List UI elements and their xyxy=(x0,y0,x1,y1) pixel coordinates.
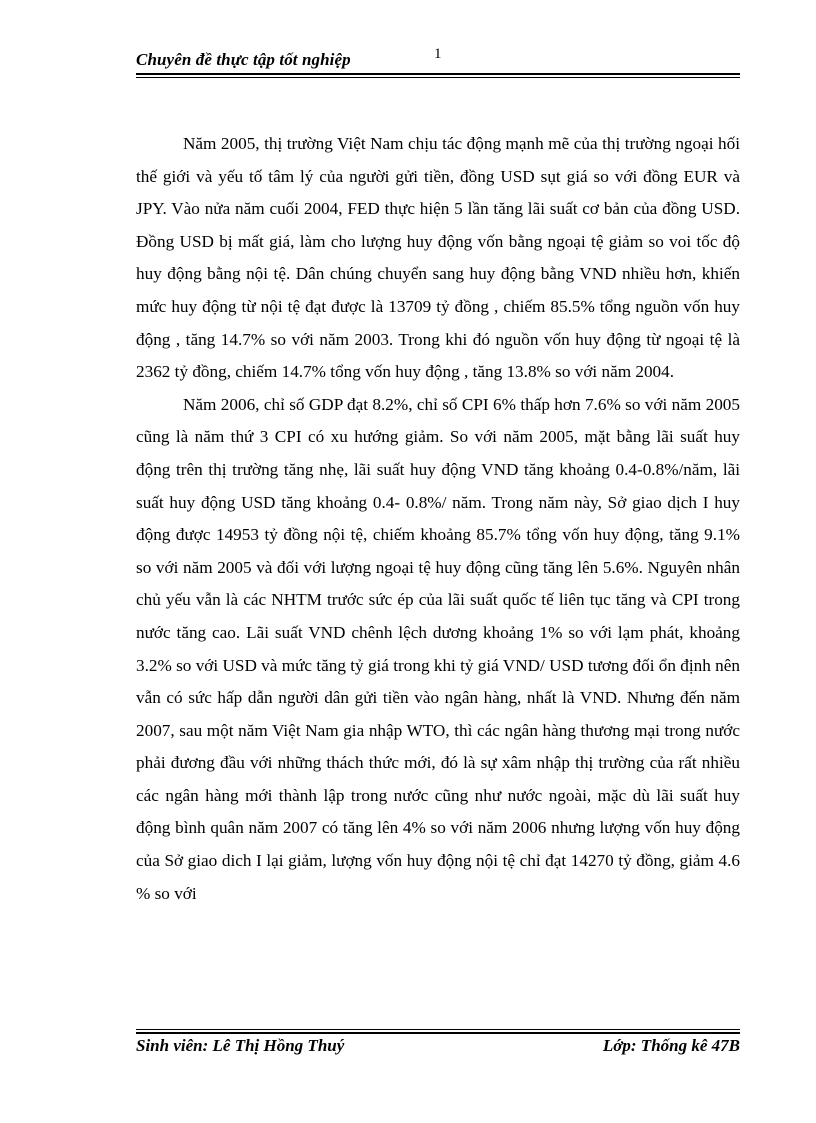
paragraph-2: Năm 2006, chỉ số GDP đạt 8.2%, chỉ số CPI 6% thấp hơn 7.6% so với năm 2005 cũng là năm thứ 3 CPI có xu hướng giảm. So với năm 2005, mặt bằng lãi suất huy động trên thị trường tăng nhẹ, lãi suất huy động VND tăng khoảng 0.4-0.8%/năm, lãi suất huy động USD tăng khoảng 0.4- 0.8%/ năm. Trong năm này, Sở giao dịch I huy động được 14953 tỷ đồng nội tệ, chiếm khoảng 85.7% tổng vốn huy động, tăng 9.1% so với năm 2005 và đối với lượng ngoại tệ huy động cũng tăng lên 5.6%. Nguyên nhân chủ yếu vẫn là các NHTM trước sức ép của lãi suất quốc tế liên tục tăng và CPI trong nước tăng cao. Lãi suất VND chênh lệch dương khoảng 1% so với lạm phát, khoảng 3.2% so với USD và mức tăng tỷ giá trong khi tỷ giá VND/ USD tương đối ổn định nên vẫn có sức hấp dẫn người dân gửi tiền vào ngân hàng, nhất là VND. Nhưng đến năm 2007, sau một năm Việt Nam gia nhập WTO, thì các ngân hàng thương mại trong nước phải đương đầu với những thách thức mới, đó là sự xâm nhập thị trường của rất nhiều các ngân hàng mới thành lập trong nước cũng như nước ngoài, mặc dù lãi suất huy động bình quân năm 2007 có tăng lên 4% so với năm 2006 nhưng lượng vốn huy động của Sở giao dich I lại giảm, lượng vốn huy động nội tệ chỉ đạt 14270 tỷ đồng, giảm 4.6 % so với xyxy=(136,394,740,903)
footer-rule-thick xyxy=(136,1032,740,1034)
page-footer xyxy=(136,1036,740,1066)
header-rule-thin xyxy=(136,77,740,78)
header-rule-thick xyxy=(136,73,740,75)
page-number: 1 xyxy=(434,46,442,62)
footer-class: Lớp: Thống kê 47B xyxy=(602,1036,740,1055)
paragraph-1: Năm 2005, thị trường Việt Nam chịu tác động mạnh mẽ của thị trường ngoại hối thế giới và yếu tố tâm lý của người gửi tiền, đồng USD sụt giá so với đồng EUR và JPY. Vào nửa năm cuối 2004, FED thực hiện 5 lần tăng lãi suất cơ bản của đồng USD. Đồng USD bị mất giá, làm cho lượng huy động vốn bằng ngoại tệ giảm so voi tốc độ huy động bằng nội tệ. Dân chúng chuyển sang huy động bằng VND nhiều hơn, khiến mức huy động từ nội tệ đạt được là 13709 tỷ đồng , chiếm 85.5% tổng nguồn vốn huy động , tăng 14.7% so với năm 2003. Trong khi đó nguồn vốn huy động từ ngoại tệ là 2362 tỷ đồng, chiếm 14.7% tổng vốn huy động , tăng 13.8% so với năm 2004. xyxy=(136,134,740,382)
header-title: Chuyên đề thực tập tốt nghiệp xyxy=(136,50,351,69)
footer-student: Sinh viên: Lê Thị Hồng Thuý xyxy=(136,1036,345,1055)
page-header xyxy=(136,46,740,76)
footer-rule-thin xyxy=(136,1029,740,1030)
body-text xyxy=(136,128,740,910)
